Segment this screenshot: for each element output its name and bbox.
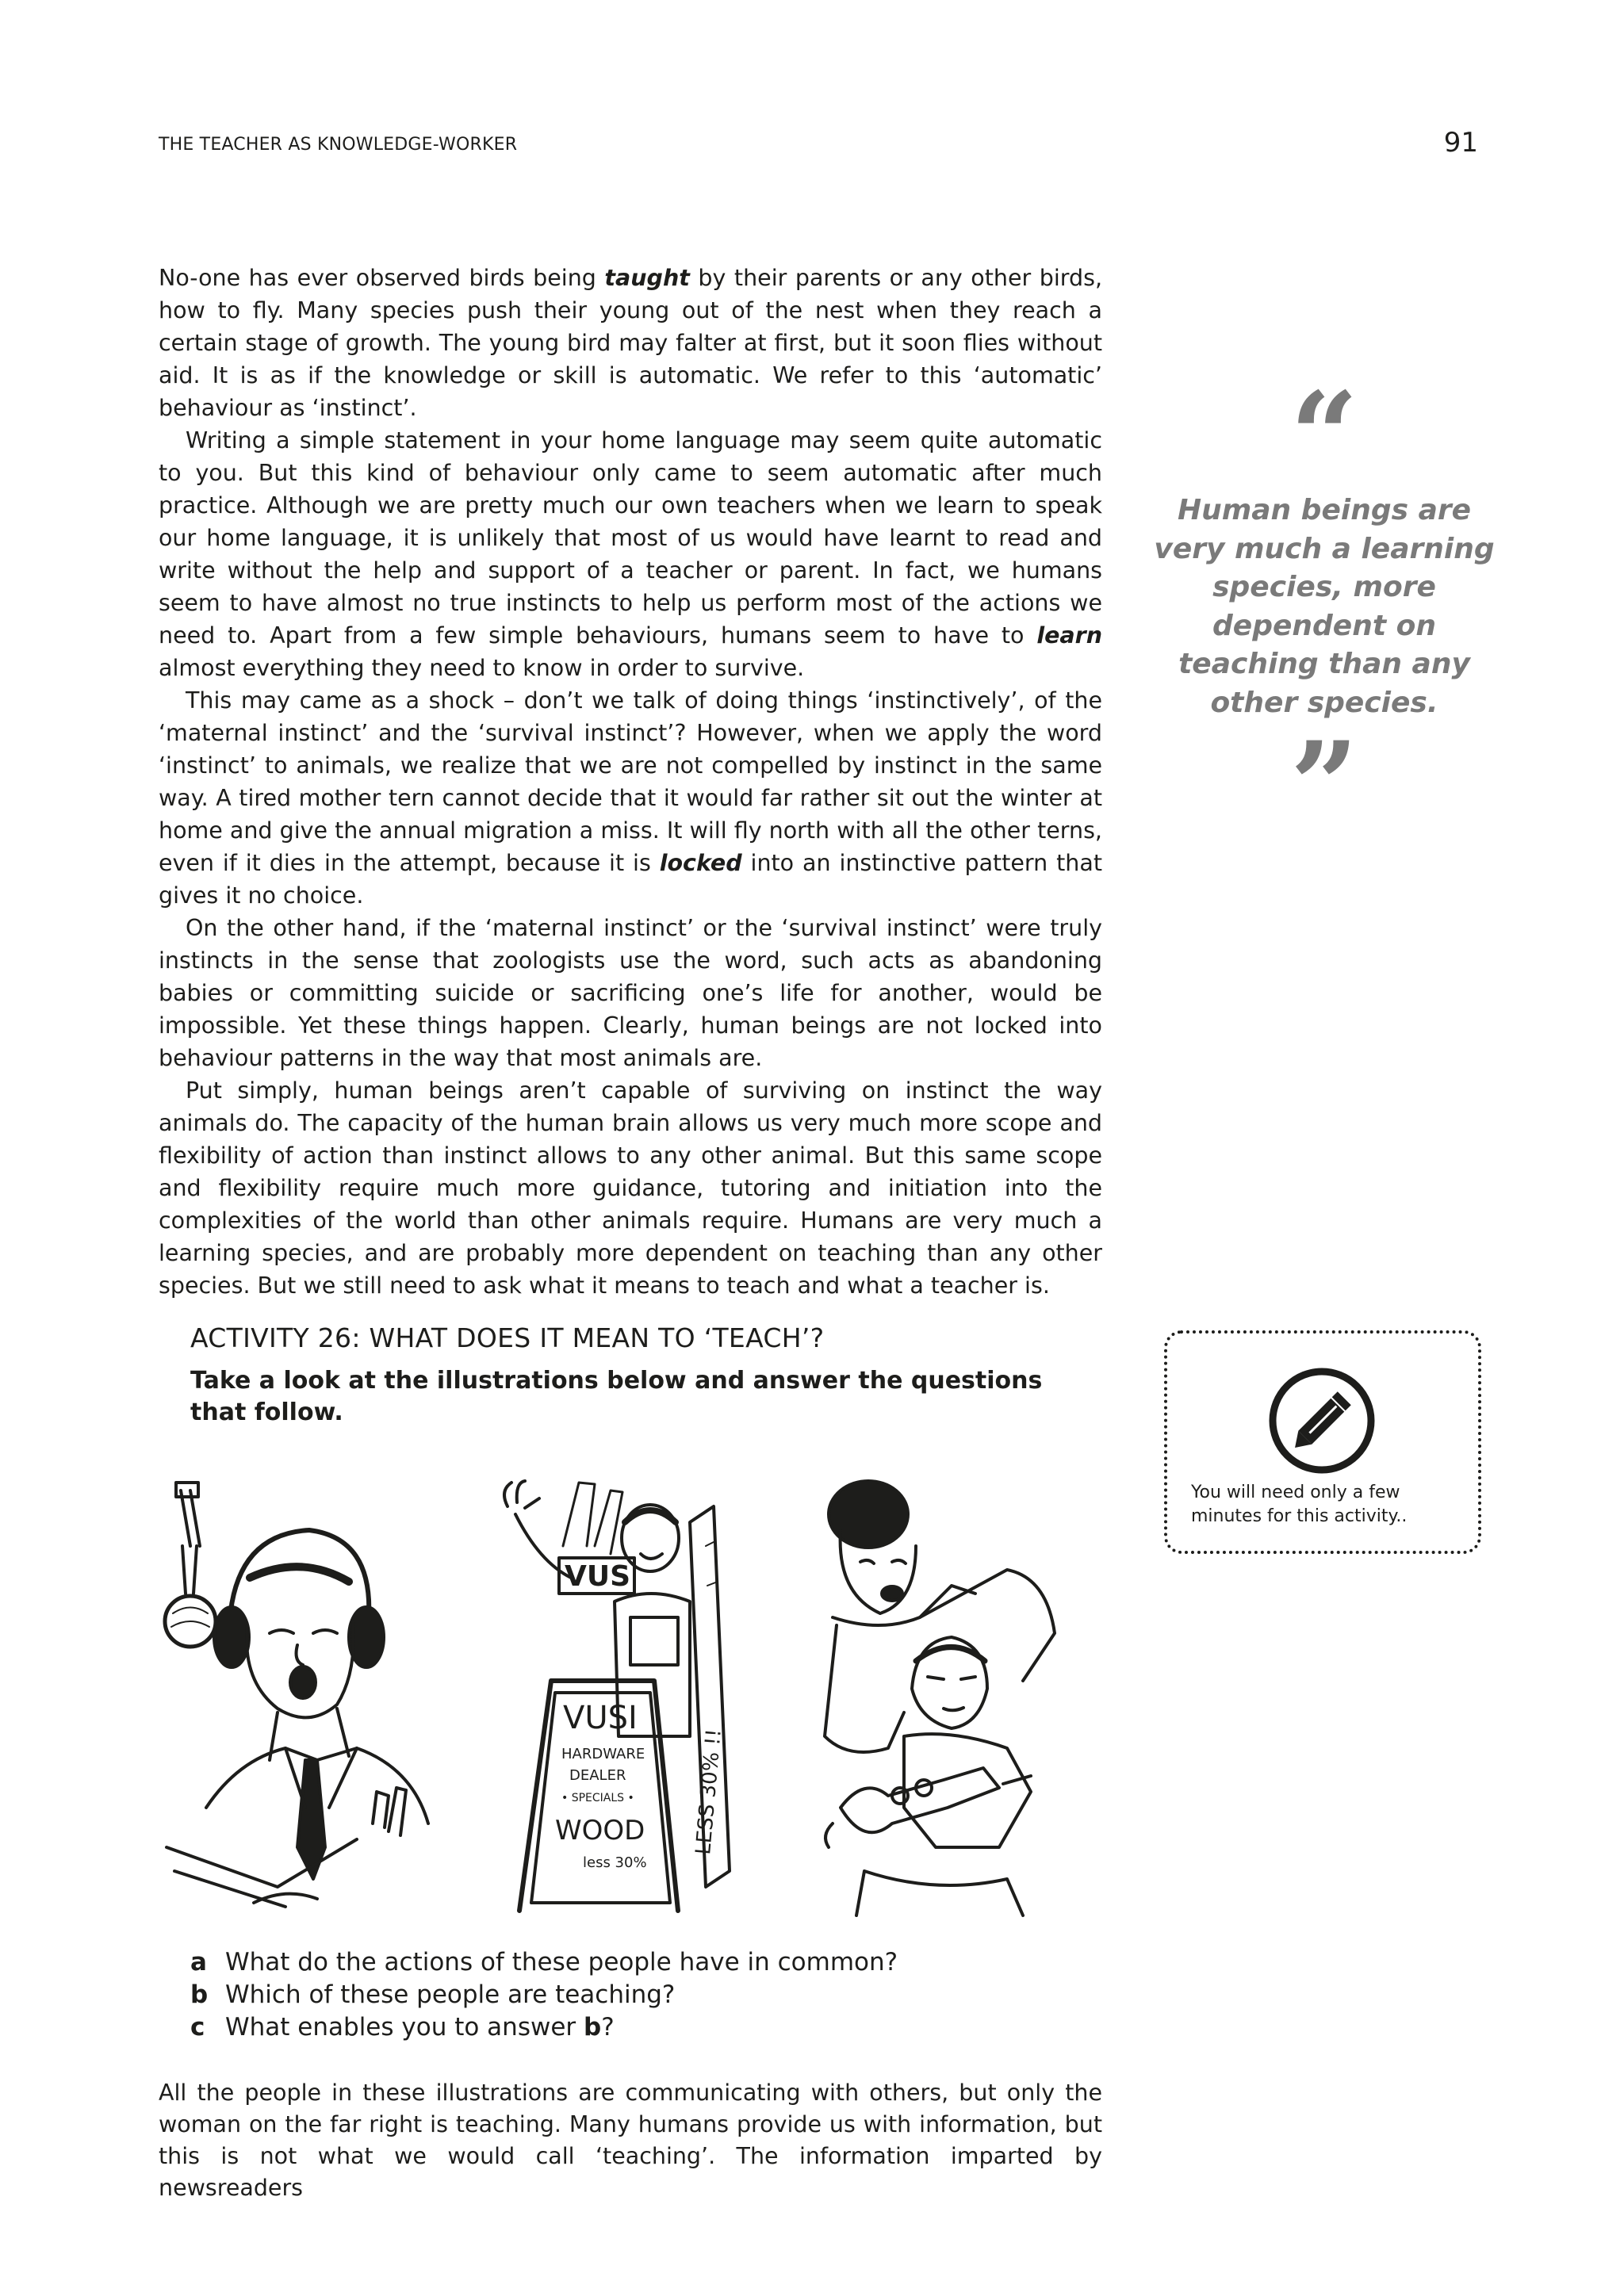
- pull-quote-text: Human beings are very much a learning species, more dependent on teaching than any other species.: [1154, 494, 1495, 719]
- sign-line-4: WOOD: [555, 1815, 645, 1846]
- activity-time-note: You will need only a few minutes for this activity..: [1191, 1483, 1408, 1526]
- question-letter: b: [190, 1980, 209, 2009]
- sign-name: VUSI: [563, 1700, 638, 1736]
- activity-instructions: Take a look at the illustrations below and answer the questions that follow.: [190, 1367, 1043, 1426]
- running-head: THE TEACHER AS KNOWLEDGE-WORKER: [159, 135, 518, 155]
- question-item: [190, 1946, 898, 1979]
- question-item: [190, 1979, 898, 2011]
- question-item: [190, 2011, 898, 2044]
- pencil-icon: [1266, 1365, 1377, 1476]
- page-number: 91: [1443, 127, 1478, 159]
- activity-time-box: [1164, 1330, 1481, 1554]
- closing-paragraph: All the people in these illustrations are communicating with others, but only the woman on the far right is teaching. Many humans provide us with information, but this is not what we would call ‘teaching’. The information imparted by newsreaders: [159, 2080, 1102, 2201]
- hardware-dealer-illustration: [476, 1475, 761, 1919]
- sign-line-1: HARDWARE: [561, 1746, 645, 1762]
- paragraph-1: No-one has ever observed birds being taught by their parents or any other birds, how to fly. Many species push their young out of the nest when they reach a certain stage of growth. The young bird may falter at first, but it soon flies without aid. It is as if the knowledge or skill is automatic. We refer to this ‘automatic’ behaviour as ‘instinct’.: [159, 265, 1103, 421]
- sign-line-2: DEALER: [569, 1767, 626, 1784]
- question-letter: a: [190, 1948, 207, 1976]
- paragraph-2: Writing a simple statement in your home language may seem quite automatic to you. But this kind of behaviour only came to seem automatic after much practice. Although we are pretty much our own teachers when we learn to speak our home language, it is unlikely that most of us would have learnt to read and write without the help and support of a teacher or parent. In fact, we humans seem to have almost no true instincts to help us perform most of the actions we need to. Apart from a few simple behaviours, humans seem to have to learn almost everything they need to know in order to survive.: [159, 427, 1102, 681]
- trumpet-lesson-illustration: [817, 1475, 1078, 1919]
- pull-quote: [1154, 366, 1495, 855]
- activity-title: ACTIVITY 26: WHAT DOES IT MEAN TO ‘TEACH’?: [190, 1322, 825, 1353]
- question-text: Which of these people are teaching?: [225, 1980, 676, 2009]
- shop-banner-text: VUS: [565, 1560, 631, 1593]
- question-text: What enables you to answer b?: [225, 2013, 615, 2042]
- paragraph-3: This may came as a shock – don’t we talk of doing things ‘instinctively’, of the ‘maternal instinct’ and the ‘survival instinct’? However, when we apply the word ‘instinct’ to animals, we realize that we are not compelled by instinct in the same way. A tired mother tern cannot decide that it would far rather sit out the winter at home and give the annual migration a miss. It will fly north with all the other terns, even if it dies in the attempt, because it is locked into an instinctive pattern that gives it no choice.: [159, 687, 1102, 909]
- newsreader-illustration: [159, 1475, 436, 1919]
- sign-line-5: less 30%: [583, 1854, 647, 1871]
- close-quote-mark: ”: [1289, 716, 1359, 855]
- question-list: [190, 1946, 898, 2044]
- board-text: LESS 30% !!: [691, 1728, 726, 1856]
- paragraph-4: On the other hand, if the ‘maternal instinct’ or the ‘survival instinct’ were truly instincts in the sense that zoologists use the word, such acts as abandoning babies or committing suicide or sacrificing one’s life for another, would be impossible. Yet these things happen. Clearly, human beings are not locked into behaviour patterns in the way that most animals are.: [159, 915, 1102, 1071]
- question-letter: c: [190, 2013, 205, 2042]
- question-text: What do the actions of these people have in common?: [225, 1948, 898, 1976]
- sign-line-3: • SPECIALS •: [561, 1792, 634, 1804]
- paragraph-5: Put simply, human beings aren’t capable of surviving on instinct the way animals do. The capacity of the human brain allows us very much more scope and flexibility of action than instinct allows to any other animal. But this same scope and flexibility require much more guidance, tutoring and initiation into the complexities of the world than other animals require. Humans are very much a learning species, and are probably more dependent on teaching than any other species. But we still need to ask what it means to teach and what a teacher is.: [159, 1077, 1102, 1299]
- open-quote-mark: “: [1289, 366, 1359, 506]
- body-text: [159, 262, 1102, 1302]
